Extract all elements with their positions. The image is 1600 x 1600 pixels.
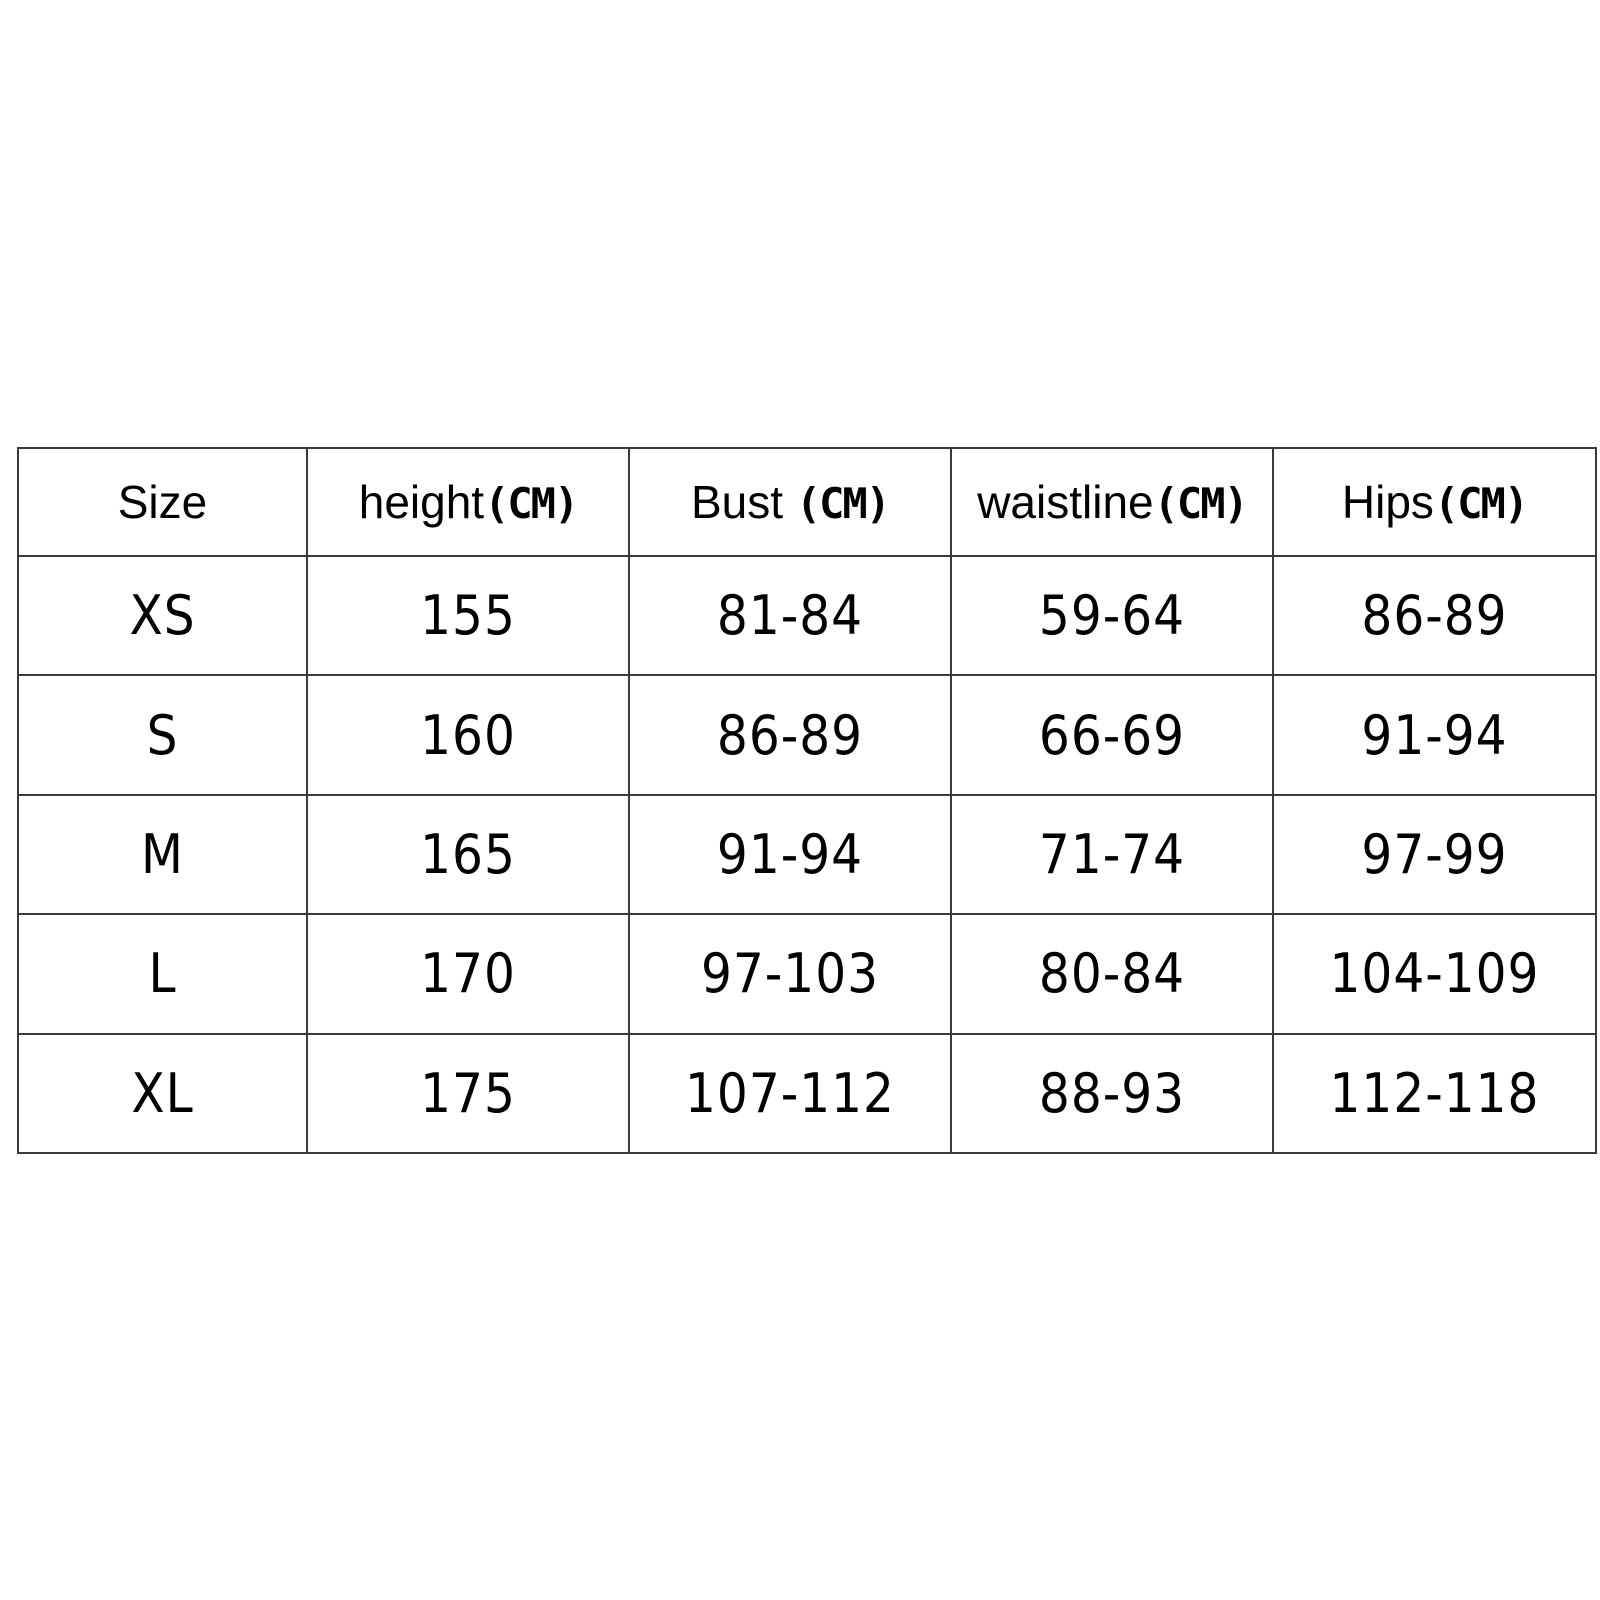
cell-height: 160 xyxy=(307,675,629,794)
table-row xyxy=(18,675,1596,794)
cell-height: 175 xyxy=(307,1034,629,1153)
cell-bust: 81-84 xyxy=(629,556,951,675)
header-bust-unit: (CM) xyxy=(795,479,889,528)
header-waistline-unit: (CM) xyxy=(1153,479,1247,528)
cell-height: 165 xyxy=(307,795,629,914)
table-row xyxy=(18,914,1596,1033)
header-bust-label: Bust xyxy=(691,476,796,528)
header-waistline-label: waistline xyxy=(977,476,1154,528)
header-height-label: height xyxy=(358,476,485,528)
cell-waistline: 80-84 xyxy=(951,914,1273,1033)
header-row xyxy=(18,448,1596,556)
header-hips-label: Hips xyxy=(1341,476,1434,528)
cell-bust: 107-112 xyxy=(629,1034,951,1153)
table-row xyxy=(18,556,1596,675)
cell-size: L xyxy=(18,914,307,1033)
cell-height: 155 xyxy=(307,556,629,675)
header-hips-unit: (CM) xyxy=(1433,479,1528,528)
cell-waistline: 66-69 xyxy=(951,675,1273,794)
cell-bust: 91-94 xyxy=(629,795,951,914)
header-bust xyxy=(629,448,951,556)
table-row xyxy=(18,1034,1596,1153)
cell-size: XS xyxy=(18,556,307,675)
cell-hips: 91-94 xyxy=(1273,675,1596,794)
header-height xyxy=(307,448,629,556)
cell-hips: 86-89 xyxy=(1273,556,1596,675)
cell-waistline: 71-74 xyxy=(951,795,1273,914)
size-chart-table xyxy=(17,447,1597,1154)
cell-hips: 97-99 xyxy=(1273,795,1596,914)
cell-hips: 112-118 xyxy=(1273,1034,1596,1153)
cell-height: 170 xyxy=(307,914,629,1033)
cell-hips: 104-109 xyxy=(1273,914,1596,1033)
header-size-label: Size xyxy=(117,476,208,528)
header-size xyxy=(18,448,307,556)
cell-bust: 97-103 xyxy=(629,914,951,1033)
cell-waistline: 88-93 xyxy=(951,1034,1273,1153)
cell-size: S xyxy=(18,675,307,794)
table-row xyxy=(18,795,1596,914)
cell-waistline: 59-64 xyxy=(951,556,1273,675)
header-waistline xyxy=(951,448,1273,556)
header-hips xyxy=(1273,448,1596,556)
cell-size: M xyxy=(18,795,307,914)
cell-bust: 86-89 xyxy=(629,675,951,794)
cell-size: XL xyxy=(18,1034,307,1153)
header-height-unit: (CM) xyxy=(484,479,578,528)
